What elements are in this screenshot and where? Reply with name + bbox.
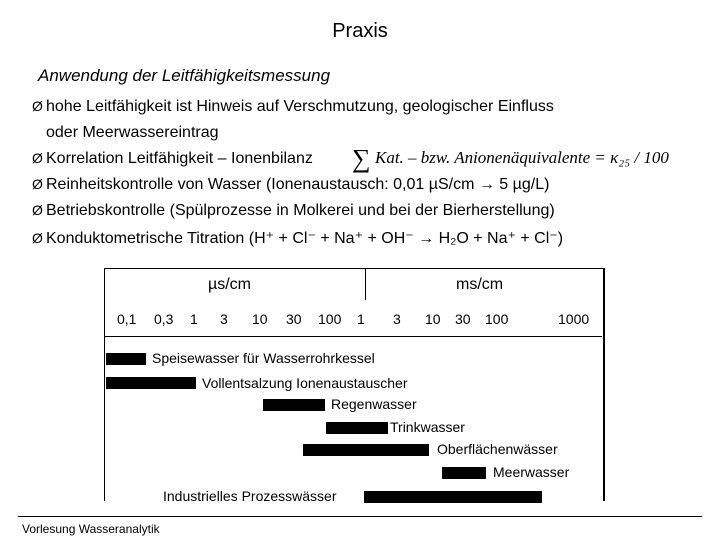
formula-text: Kat. – bzw. Anionenäquivalente = κ₂₅ / 100 <box>375 148 669 167</box>
range-label: Vollentsalzung Ionenaustauscher <box>202 375 408 391</box>
range-label: Regenwasser <box>331 396 417 412</box>
range-label: Industrielles Prozesswässer <box>163 488 337 504</box>
tick-label: 10 <box>252 311 268 327</box>
sigma-symbol: ∑ <box>352 144 371 173</box>
range-bar <box>442 467 486 479</box>
range-bar <box>326 422 388 434</box>
tick-label: 1000 <box>558 311 590 327</box>
range-bar <box>106 353 146 365</box>
tick-label: 100 <box>485 311 509 327</box>
tick-label: 30 <box>286 311 302 327</box>
arrow-bullet-icon: Ø <box>32 176 43 192</box>
page-title: Praxis <box>332 20 388 42</box>
bullet-item: Ø Korrelation Leitfähigkeit – Ionenbilanz <box>32 150 313 167</box>
arrow-bullet-icon: Ø <box>32 150 43 166</box>
range-bar <box>364 491 542 503</box>
tick-label: 0,1 <box>117 311 137 327</box>
range-label: Meerwasser <box>493 464 570 480</box>
tick-label: 1 <box>190 311 198 327</box>
arrow-bullet-icon: Ø <box>32 230 43 246</box>
tick-label: 30 <box>455 311 471 327</box>
formula <box>352 144 669 174</box>
section-subtitle: Anwendung der Leitfähigkeitsmessung <box>38 66 331 85</box>
bullet-item: Ø Betriebskontrolle (Spülprozesse in Molkerei und bei der Bierherstellung) <box>32 202 555 219</box>
bullet-item: Ø Reinheitskontrolle von Wasser (Ionenaustausch: 0,01 µS/cm → 5 µg/L) <box>32 176 550 193</box>
tick-label: 3 <box>220 311 228 327</box>
range-bar <box>263 399 325 411</box>
range-bar <box>303 444 429 456</box>
range-label: Trinkwasser <box>390 419 465 435</box>
tick-label: 3 <box>393 311 401 327</box>
arrow-bullet-icon: Ø <box>32 202 43 218</box>
bullet-item: Ø hohe Leitfähigkeit ist Hinweis auf Verschmutzung, geologischer Einfluss <box>32 98 554 115</box>
range-label: Oberflächenwässer <box>437 441 558 457</box>
range-label: Speisewasser für Wasserrohrkessel <box>152 350 375 366</box>
unit-divider <box>365 268 366 300</box>
tick-label: 1 <box>357 311 365 327</box>
range-bar <box>106 377 196 389</box>
unit-label-left: µs/cm <box>208 276 251 293</box>
bullet-item: Ø Konduktometrische Titration (H⁺ + Cl⁻ + Na⁺ + OH⁻ → H₂O + Na⁺ + Cl⁻) <box>32 230 564 247</box>
tick-label: 0,3 <box>154 311 174 327</box>
footer-divider <box>18 516 702 517</box>
tick-label: 100 <box>318 311 342 327</box>
arrow-bullet-icon: Ø <box>32 98 43 114</box>
axis-line <box>104 336 602 337</box>
unit-label-right: ms/cm <box>456 276 504 293</box>
footer-text: Vorlesung Wasseranalytik <box>22 522 160 536</box>
tick-label: 10 <box>425 311 441 327</box>
bullet-item-continuation: oder Meerwassereintrag <box>46 124 219 141</box>
